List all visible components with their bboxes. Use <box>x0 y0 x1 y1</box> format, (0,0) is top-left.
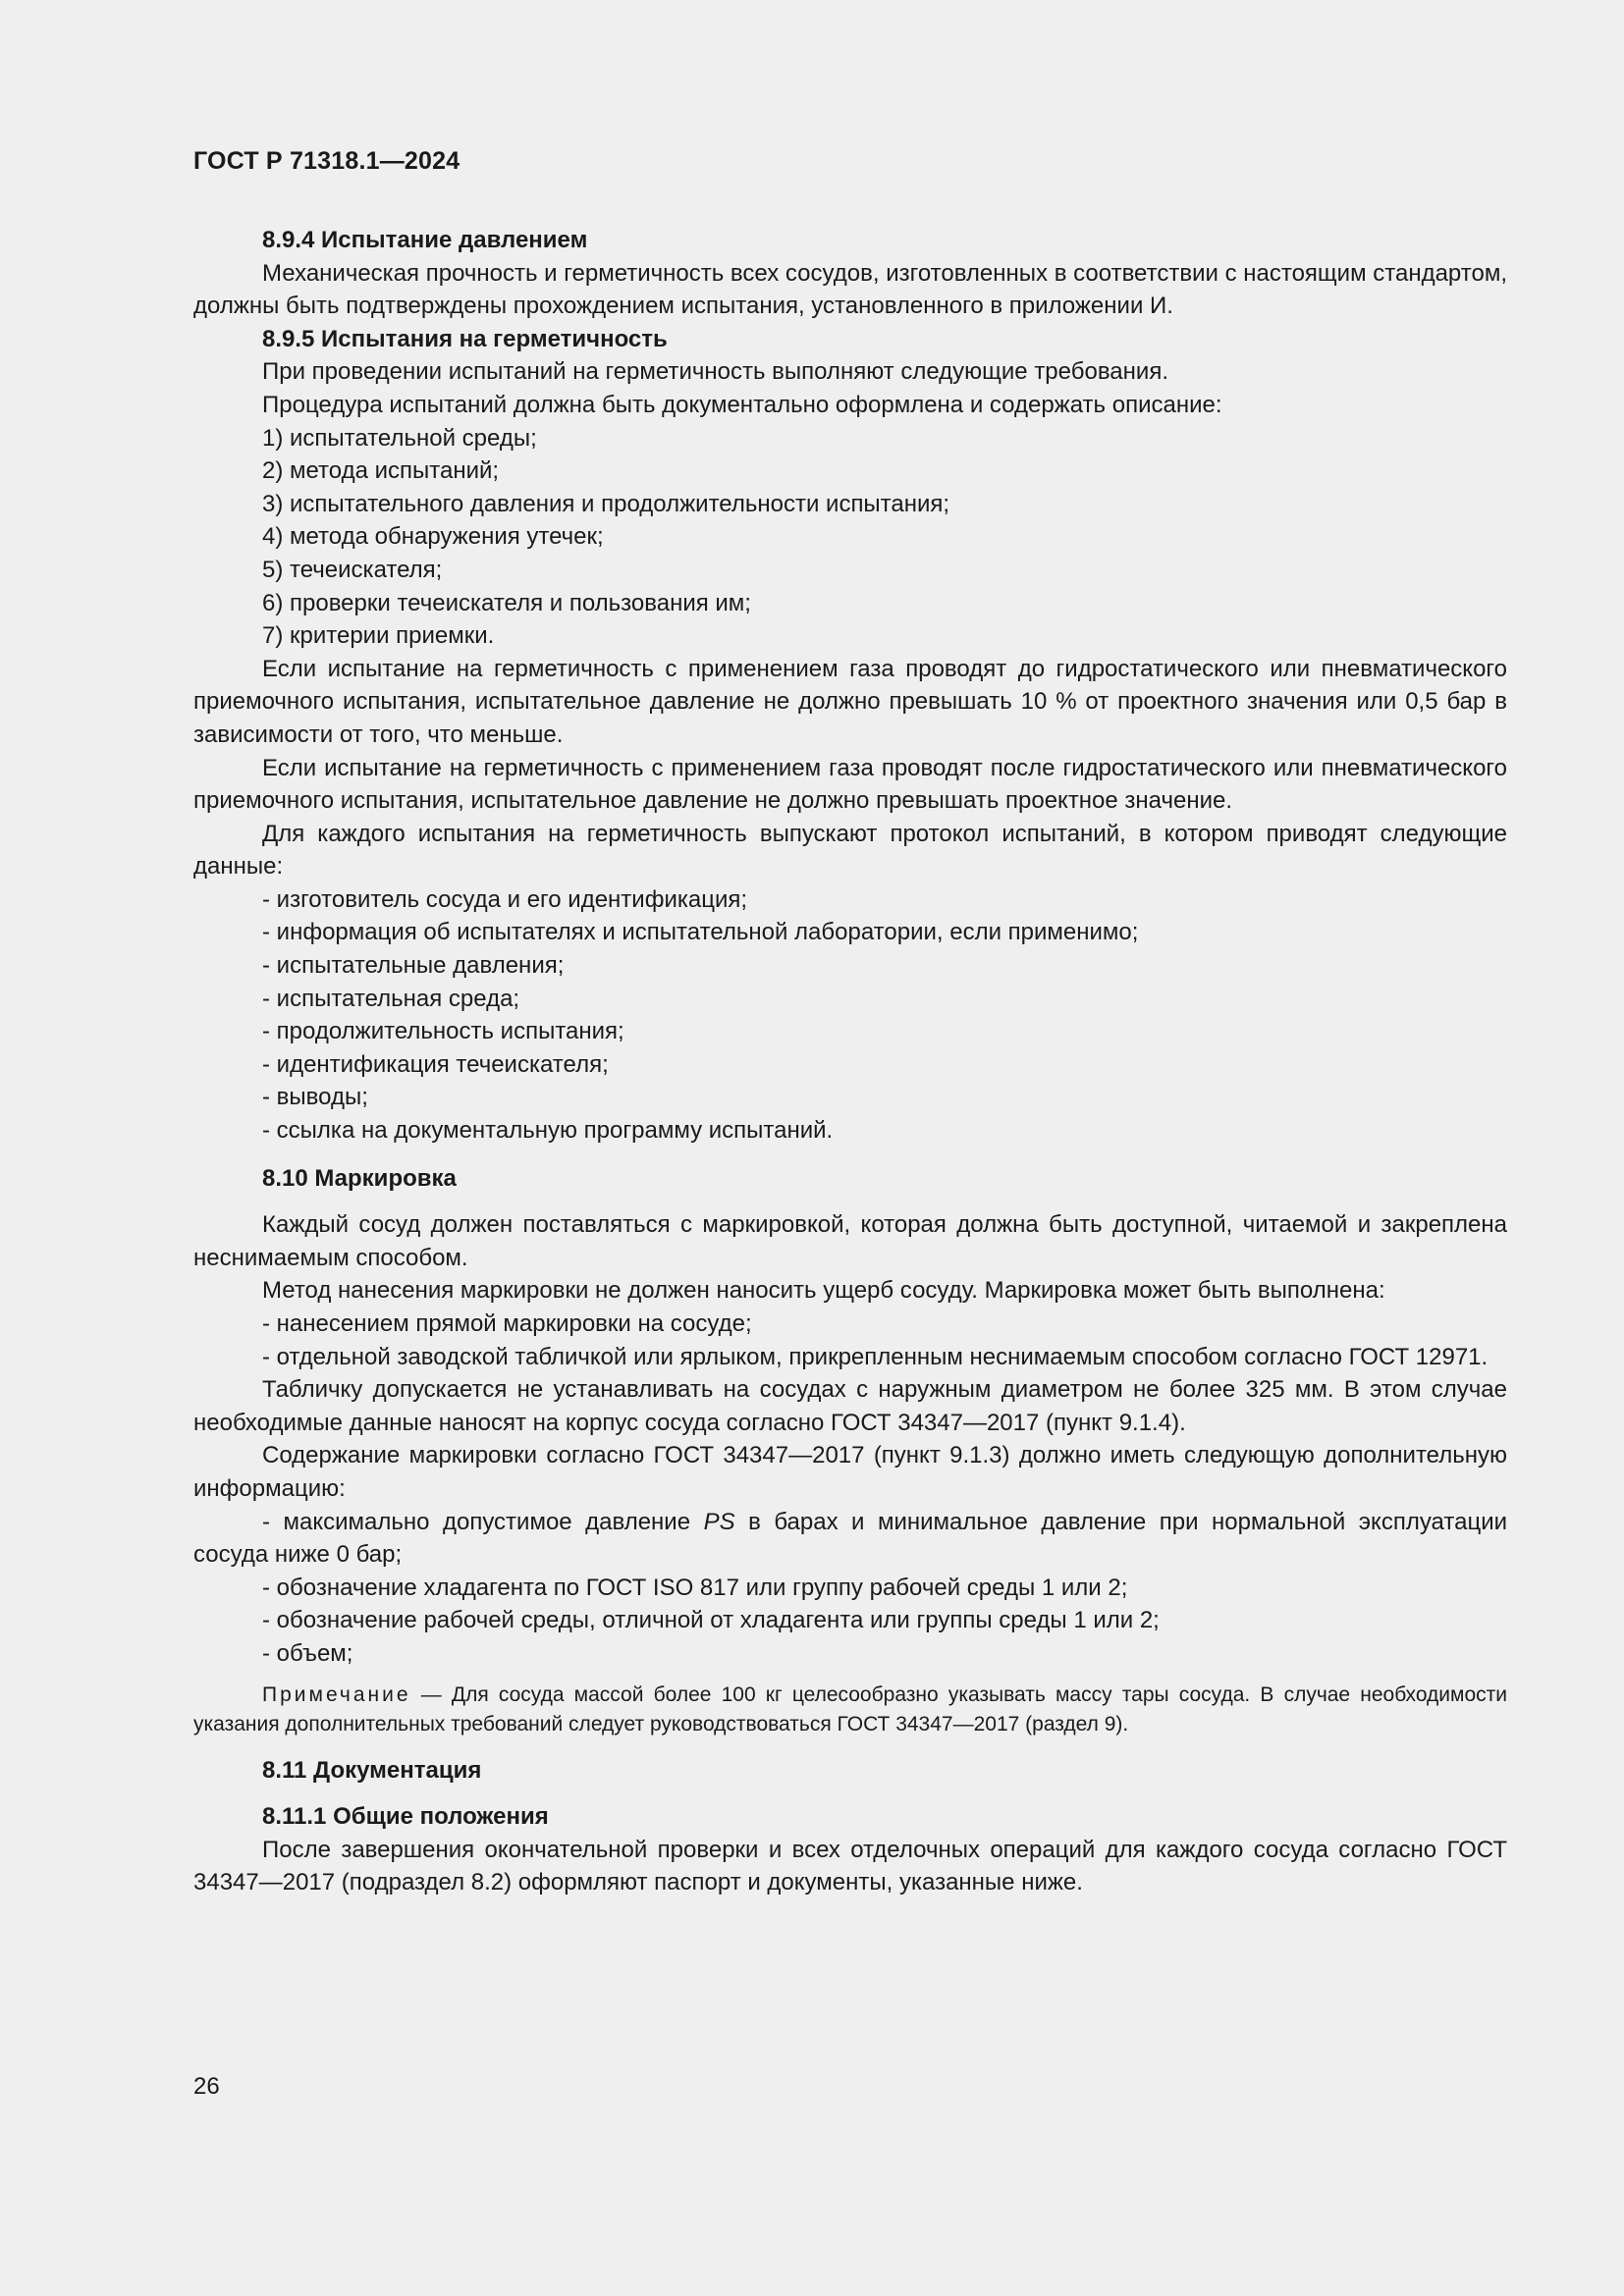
heading-8-9-5: 8.9.5 Испытания на герметичность <box>262 325 668 352</box>
page-number: 26 <box>193 2073 220 2100</box>
paragraph: Табличку допускается не устанавливать на сосудах с наружным диаметром не более 325 мм. В этом случае необходимые данные наносят на корпус сосуда согласно ГОСТ 34347—2017 (пункт 9.1.4). <box>193 1376 1507 1436</box>
paragraph: После завершения окончательной проверки и всех отделочных операций для каждого сосуда согласно ГОСТ 34347—2017 (подраздел 8.2) оформляют паспорт и документы, указанные ниже. <box>193 1836 1507 1896</box>
list-item: - обозначение рабочей среды, отличной от хладагента или группы среды 1 или 2; <box>262 1607 1160 1634</box>
paragraph: Если испытание на герметичность с применением газа проводят после гидростатического или пневматического приемочного испытания, испытательное давление не должно превышать проектное значение. <box>193 754 1507 815</box>
list-item: - выводы; <box>262 1084 368 1111</box>
paragraph: Каждый сосуд должен поставляться с маркировкой, которая должна быть доступной, читаемой и закреплена неснимаемым способом. <box>193 1211 1507 1271</box>
list-item: 2) метода испытаний; <box>262 457 500 485</box>
list-item: - продолжительность испытания; <box>262 1018 624 1045</box>
heading-8-10: 8.10 Маркировка <box>262 1164 457 1192</box>
paragraph: Метод нанесения маркировки не должен наносить ущерб сосуду. Маркировка может быть выполнена: <box>262 1277 1385 1305</box>
paragraph: Если испытание на герметичность с применением газа проводят до гидростатического или пневматического приемочного испытания, испытательное давление не должно превышать 10 % от проектного значения или 0,5 бар в зависимости от того, что меньше. <box>193 655 1507 748</box>
list-item: - испытательные давления; <box>262 952 565 980</box>
note-label: Примечание <box>262 1682 411 1706</box>
list-item: - информация об испытателях и испытательной лаборатории, если применимо; <box>262 919 1139 946</box>
list-item: 3) испытательного давления и продолжительности испытания; <box>262 490 950 517</box>
list-item: - нанесением прямой маркировки на сосуде; <box>262 1310 752 1337</box>
list-item: 1) испытательной среды; <box>262 424 537 452</box>
ps-symbol: PS <box>703 1508 735 1535</box>
document-header: ГОСТ Р 71318.1—2024 <box>193 147 460 175</box>
note <box>193 1681 1507 1739</box>
list-item: 5) течеискателя; <box>262 556 443 583</box>
list-item: - изготовитель сосуда и его идентификация; <box>262 885 748 913</box>
heading-8-11: 8.11 Документация <box>262 1756 482 1784</box>
list-item: 7) критерии приемки. <box>262 622 495 650</box>
heading-8-11-1: 8.11.1 Общие положения <box>262 1803 549 1831</box>
heading-8-9-4: 8.9.4 Испытание давлением <box>262 227 588 253</box>
paragraph: Содержание маркировки согласно ГОСТ 34347—2017 (пункт 9.1.3) должно иметь следующую дополнительную информацию: <box>193 1442 1507 1502</box>
list-item: - идентификация течеискателя; <box>262 1050 609 1078</box>
paragraph: Для каждого испытания на герметичность выпускают протокол испытаний, в котором приводят следующие данные: <box>193 820 1507 881</box>
paragraph: Процедура испытаний должна быть документально оформлена и содержать описание: <box>262 391 1222 418</box>
list-item: - испытательная среда; <box>262 985 520 1012</box>
paragraph: Механическая прочность и герметичность всех сосудов, изготовленных в соответствии с настоящим стандартом, должны быть подтверждены прохождением испытания, установленного в приложении И. <box>193 259 1507 320</box>
document-body <box>193 224 1507 1899</box>
list-item-text: в барах и минимальное давление при нормальной эксплуатации сосуда ниже 0 бар; <box>193 1508 1508 1569</box>
note-text: — Для сосуда массой более 100 кг целесообразно указывать массу тары сосуда. В случае необходимости указания дополнительных требований следует руководствоваться ГОСТ 34347—2017 (раздел 9). <box>193 1682 1507 1735</box>
paragraph: При проведении испытаний на герметичность выполняют следующие требования. <box>262 358 1168 386</box>
list-item: - ссылка на документальную программу испытаний. <box>262 1117 834 1145</box>
list-item: - объем; <box>262 1639 353 1667</box>
list-item: 6) проверки течеискателя и пользования им; <box>262 589 751 616</box>
list-item-text: - максимально допустимое давление <box>262 1508 704 1535</box>
list-item: - обозначение хладагента по ГОСТ ISO 817 или группу рабочей среды 1 или 2; <box>262 1574 1128 1601</box>
list-item: 4) метода обнаружения утечек; <box>262 523 604 551</box>
list-item: - отдельной заводской табличкой или ярлыком, прикрепленным неснимаемым способом согласно ГОСТ 12971. <box>262 1343 1489 1370</box>
list-item <box>193 1506 1507 1572</box>
